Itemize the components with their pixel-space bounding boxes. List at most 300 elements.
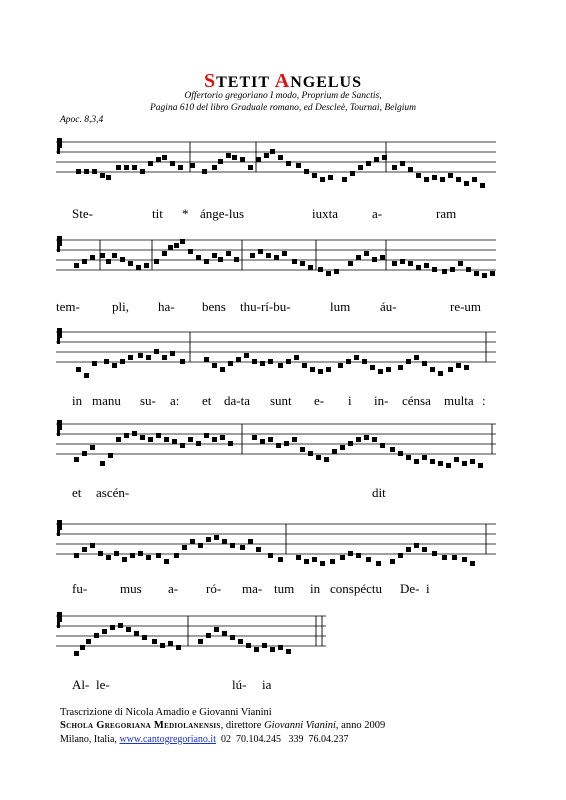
neume-note: [214, 627, 219, 632]
neume-note: [76, 367, 81, 372]
neume-note: [106, 175, 111, 180]
syllable: da-ta: [224, 393, 250, 408]
neume-note: [386, 367, 391, 372]
neume-note: [196, 441, 201, 446]
syllable: su-: [140, 393, 156, 408]
syllable: ia: [262, 677, 272, 692]
neume-note: [108, 453, 113, 458]
lyrics-system-3: [56, 393, 506, 409]
neume-note: [212, 363, 217, 368]
neume-note: [254, 647, 259, 652]
neume-note: [422, 361, 427, 366]
neume-note: [148, 161, 153, 166]
neume-note: [128, 261, 133, 266]
neume-note: [450, 267, 455, 272]
neume-note: [300, 261, 305, 266]
neume-note: [414, 543, 419, 548]
syllable: sunt: [270, 393, 292, 408]
neume-note: [176, 645, 181, 650]
neume-note: [256, 547, 261, 552]
neume-note: [74, 263, 79, 268]
neume-note: [452, 555, 457, 560]
neume-note: [392, 165, 397, 170]
neume-note: [438, 371, 443, 376]
syllable: :: [482, 393, 486, 408]
neume-note: [448, 173, 453, 178]
neume-note: [308, 451, 313, 456]
scripture-reference: Apoc. 8,3,4: [60, 115, 104, 125]
staff-system-5: [56, 510, 496, 580]
neume-note: [110, 625, 115, 630]
syllable: lum: [330, 299, 351, 314]
neume-note: [120, 257, 125, 262]
neume-note: [152, 639, 157, 644]
syllable: mus: [120, 581, 142, 596]
neume-note: [104, 359, 109, 364]
neume-note: [462, 557, 467, 562]
syllable: multa: [444, 393, 474, 408]
neume-note: [442, 269, 447, 274]
neume-note: [432, 551, 437, 556]
lyrics-system-5: [56, 581, 506, 597]
neume-note: [320, 177, 325, 182]
schola-name: Schola Gregoriana Mediolanensis: [60, 720, 221, 731]
syllable: manu: [92, 393, 121, 408]
neume-note: [278, 557, 283, 562]
transcription-credit: Trascrizione di Nicola Amadio e Giovanni Vianini: [60, 707, 272, 718]
syllable: *: [182, 206, 189, 221]
neume-note: [82, 451, 87, 456]
page-title: STETIT ANGELUS: [204, 70, 362, 92]
neume-note: [400, 259, 405, 264]
neume-note: [190, 539, 195, 544]
neume-note: [106, 555, 111, 560]
syllable: ascén-: [96, 485, 130, 500]
neume-note: [140, 169, 145, 174]
neume-note: [356, 437, 361, 442]
neume-note: [170, 351, 175, 356]
neume-note: [408, 167, 413, 172]
neume-note: [132, 431, 137, 436]
neume-note: [302, 363, 307, 368]
neume-note: [144, 263, 149, 268]
neume-note: [286, 161, 291, 166]
neume-note: [408, 261, 413, 266]
neume-note: [240, 157, 245, 162]
neume-note: [406, 547, 411, 552]
neume-note: [376, 561, 381, 566]
neume-note: [328, 175, 333, 180]
neume-note: [390, 559, 395, 564]
neume-note: [248, 539, 253, 544]
neume-note: [74, 457, 79, 462]
neume-note: [84, 169, 89, 174]
neume-note: [162, 355, 167, 360]
neume-note: [138, 551, 143, 556]
neume-note: [390, 447, 395, 452]
neume-note: [174, 553, 179, 558]
neume-note: [406, 359, 411, 364]
neume-note: [350, 171, 355, 176]
syllable: tum: [274, 581, 295, 596]
neume-note: [164, 437, 169, 442]
neume-note: [270, 647, 275, 652]
neume-note: [180, 443, 185, 448]
lyrics-system-4: [56, 485, 506, 501]
neume-note: [138, 353, 143, 358]
syllable: i: [348, 393, 352, 408]
neume-note: [440, 177, 445, 182]
neume-note: [470, 561, 475, 566]
neume-note: [448, 367, 453, 372]
neume-note: [462, 461, 467, 466]
neume-note: [342, 177, 347, 182]
neume-note: [274, 255, 279, 260]
syllable: ró-: [206, 581, 222, 596]
neume-note: [464, 181, 469, 186]
neume-note: [400, 161, 405, 166]
neume-note: [130, 553, 135, 558]
neume-note: [232, 155, 237, 160]
syllable: bens: [202, 299, 226, 314]
neume-note: [296, 555, 301, 560]
neume-note: [134, 631, 139, 636]
do-clef-icon: [57, 520, 62, 536]
neume-note: [416, 173, 421, 178]
neume-note: [278, 155, 283, 160]
schola-line: Schola Gregoriana Mediolanensis, direttore Giovanni Vianini, anno 2009: [60, 720, 386, 731]
neume-note: [94, 633, 99, 638]
syllable: le-: [96, 677, 110, 692]
neume-note: [316, 455, 321, 460]
neume-note: [312, 557, 317, 562]
neume-note: [92, 169, 97, 174]
neume-note: [286, 649, 291, 654]
neume-note: [102, 629, 107, 634]
neume-note: [260, 439, 265, 444]
neume-note: [256, 157, 261, 162]
neume-note: [230, 543, 235, 548]
neume-note: [162, 251, 167, 256]
neume-note: [268, 359, 273, 364]
neume-note: [212, 437, 217, 442]
neume-note: [80, 645, 85, 650]
neume-note: [226, 251, 231, 256]
staff-system-3: [56, 318, 496, 388]
syllable: ram: [436, 206, 457, 221]
neume-note: [206, 633, 211, 638]
staff-system-2: [56, 226, 496, 296]
neume-note: [458, 261, 463, 266]
syllable: in-: [374, 393, 389, 408]
subtitle-line-2: Pagina 610 del libro Graduale romano, ed Descleè, Tournai, Belgium: [150, 103, 416, 113]
neume-note: [348, 551, 353, 556]
neume-note: [204, 357, 209, 362]
neume-note: [422, 547, 427, 552]
neume-note: [82, 259, 87, 264]
neume-note: [228, 361, 233, 366]
neume-note: [346, 359, 351, 364]
neume-note: [370, 365, 375, 370]
syllable: lú-: [232, 677, 247, 692]
neume-note: [220, 435, 225, 440]
neume-note: [276, 443, 281, 448]
neume-note: [348, 261, 353, 266]
syllable: e-: [314, 393, 325, 408]
neume-note: [198, 639, 203, 644]
neume-note: [170, 161, 175, 166]
neume-note: [222, 539, 227, 544]
subtitle-line-1: Offertorio gregoriano I modo, Proprium de Sanctis,: [184, 91, 382, 101]
neume-note: [90, 445, 95, 450]
neume-note: [162, 155, 167, 160]
neume-note: [380, 443, 385, 448]
neume-note: [122, 557, 127, 562]
neume-note: [406, 455, 411, 460]
neume-note: [226, 153, 231, 158]
neume-note: [100, 461, 105, 466]
neume-note: [90, 543, 95, 548]
neume-note: [154, 259, 159, 264]
website-link[interactable]: www.cantogregoriano.it: [119, 734, 216, 745]
neume-note: [466, 267, 471, 272]
neume-note: [100, 173, 105, 178]
syllable: ma-: [242, 581, 263, 596]
neume-note: [424, 263, 429, 268]
neume-note: [284, 441, 289, 446]
neume-note: [100, 253, 105, 258]
neume-note: [164, 559, 169, 564]
neume-note: [118, 623, 123, 628]
neume-note: [112, 363, 117, 368]
neume-note: [264, 153, 269, 158]
neume-note: [308, 265, 313, 270]
neume-note: [98, 551, 103, 556]
neume-note: [112, 253, 117, 258]
neume-note: [156, 553, 161, 558]
neume-note: [156, 433, 161, 438]
syllable: fu-: [72, 581, 88, 596]
neume-note: [180, 239, 185, 244]
neume-note: [116, 437, 121, 442]
syllable: a:: [170, 393, 180, 408]
neume-note: [480, 183, 485, 188]
neume-note: [188, 249, 193, 254]
neume-note: [204, 433, 209, 438]
neume-note: [124, 433, 129, 438]
neume-note: [228, 441, 233, 446]
neume-note: [124, 165, 129, 170]
neume-note: [180, 359, 185, 364]
neume-note: [172, 439, 177, 444]
neume-note: [260, 361, 265, 366]
syllable: conspéctu: [330, 581, 382, 596]
neume-note: [270, 149, 275, 154]
neume-note: [374, 157, 379, 162]
neume-note: [220, 367, 225, 372]
neume-note: [356, 255, 361, 260]
neume-note: [430, 459, 435, 464]
syllable: Ste-: [72, 206, 93, 221]
staff-system-6: [56, 602, 326, 672]
syllable: áu-: [380, 299, 397, 314]
neume-note: [324, 457, 329, 462]
neume-note: [358, 165, 363, 170]
lyrics-system-1: [56, 206, 506, 222]
neume-note: [86, 639, 91, 644]
neume-note: [318, 369, 323, 374]
neume-note: [238, 639, 243, 644]
neume-note: [432, 175, 437, 180]
syllable: thu-rí-bu-: [240, 299, 291, 314]
neume-note: [84, 373, 89, 378]
neume-note: [262, 643, 267, 648]
neume-note: [356, 553, 361, 558]
neume-note: [478, 463, 483, 468]
neume-note: [282, 251, 287, 256]
neume-note: [464, 365, 469, 370]
do-clef-icon: [57, 612, 62, 628]
syllable: et: [202, 393, 212, 408]
neume-note: [146, 355, 151, 360]
neume-note: [414, 355, 419, 360]
neume-note: [278, 645, 283, 650]
syllable: iuxta: [312, 206, 338, 221]
neume-note: [204, 259, 209, 264]
neume-note: [160, 643, 165, 648]
neume-note: [126, 627, 131, 632]
neume-note: [442, 555, 447, 560]
neume-note: [326, 367, 331, 372]
neume-note: [456, 177, 461, 182]
neume-note: [240, 545, 245, 550]
neume-note: [320, 561, 325, 566]
neume-note: [218, 257, 223, 262]
neume-note: [482, 273, 487, 278]
neume-note: [202, 169, 207, 174]
syllable: pli,: [112, 299, 129, 314]
neume-note: [472, 177, 477, 182]
neume-note: [414, 459, 419, 464]
neume-note: [398, 553, 403, 558]
neume-note: [74, 553, 79, 558]
neume-note: [114, 551, 119, 556]
neume-note: [74, 651, 79, 656]
neume-note: [196, 255, 201, 260]
neume-note: [120, 359, 125, 364]
neume-note: [332, 449, 337, 454]
neume-note: [234, 257, 239, 262]
syllable: ha-: [158, 299, 175, 314]
syllable: De-: [400, 581, 420, 596]
neume-note: [76, 169, 81, 174]
neume-note: [334, 269, 339, 274]
neume-note: [244, 353, 249, 358]
neume-note: [456, 363, 461, 368]
neume-note: [258, 249, 263, 254]
neume-note: [372, 437, 377, 442]
syllable: et: [72, 485, 82, 500]
neume-note: [168, 641, 173, 646]
neume-note: [148, 437, 153, 442]
neume-note: [188, 437, 193, 442]
neume-note: [380, 255, 385, 260]
neume-note: [362, 359, 367, 364]
staff-system-1: [56, 128, 496, 198]
neume-note: [438, 461, 443, 466]
neume-note: [348, 441, 353, 446]
neume-note: [446, 463, 451, 468]
syllable: in: [72, 393, 83, 408]
neume-note: [340, 555, 345, 560]
neume-note: [218, 159, 223, 164]
neume-note: [364, 251, 369, 256]
neume-note: [142, 635, 147, 640]
neume-note: [174, 243, 179, 248]
neume-note: [230, 635, 235, 640]
contact-line: Milano, Italia, www.cantogregoriano.it 02 70.104.245 339 76.04.237: [60, 734, 349, 745]
neume-note: [116, 165, 121, 170]
syllable: a-: [372, 206, 383, 221]
neume-note: [326, 271, 331, 276]
neume-note: [222, 631, 227, 636]
neume-note: [286, 359, 291, 364]
neume-note: [490, 271, 495, 276]
syllable: Al-: [72, 677, 90, 692]
neume-note: [310, 367, 315, 372]
neume-note: [236, 357, 241, 362]
syllable: re-um: [450, 299, 482, 314]
neume-note: [474, 271, 479, 276]
neume-note: [432, 267, 437, 272]
syllable: tem-: [56, 299, 80, 314]
neume-note: [246, 643, 251, 648]
syllable: in: [310, 581, 321, 596]
neume-note: [454, 457, 459, 462]
neume-note: [366, 557, 371, 562]
neume-note: [312, 173, 317, 178]
neume-note: [250, 253, 255, 258]
syllable: a-: [168, 581, 179, 596]
neume-note: [364, 435, 369, 440]
syllable: ánge-lus: [200, 206, 245, 221]
neume-note: [106, 259, 111, 264]
neume-note: [248, 165, 253, 170]
neume-note: [178, 165, 183, 170]
neume-note: [206, 537, 211, 542]
syllable: i: [426, 581, 430, 596]
neume-note: [300, 447, 305, 452]
neume-note: [398, 451, 403, 456]
neume-note: [190, 163, 195, 168]
neume-note: [266, 253, 271, 258]
syllable: tit: [152, 206, 163, 221]
director-name: Giovanni Vianini: [264, 720, 336, 731]
neume-note: [304, 169, 309, 174]
neume-note: [416, 265, 421, 270]
neume-note: [146, 555, 151, 560]
lyrics-system-2: [56, 299, 506, 315]
neume-note: [82, 547, 87, 552]
neume-note: [366, 161, 371, 166]
neume-note: [330, 559, 335, 564]
neume-note: [378, 369, 383, 374]
staff-system-4: [56, 410, 496, 480]
lyrics-system-6: [56, 677, 506, 693]
neume-note: [294, 355, 299, 360]
neume-note: [198, 543, 203, 548]
neume-note: [372, 257, 377, 262]
